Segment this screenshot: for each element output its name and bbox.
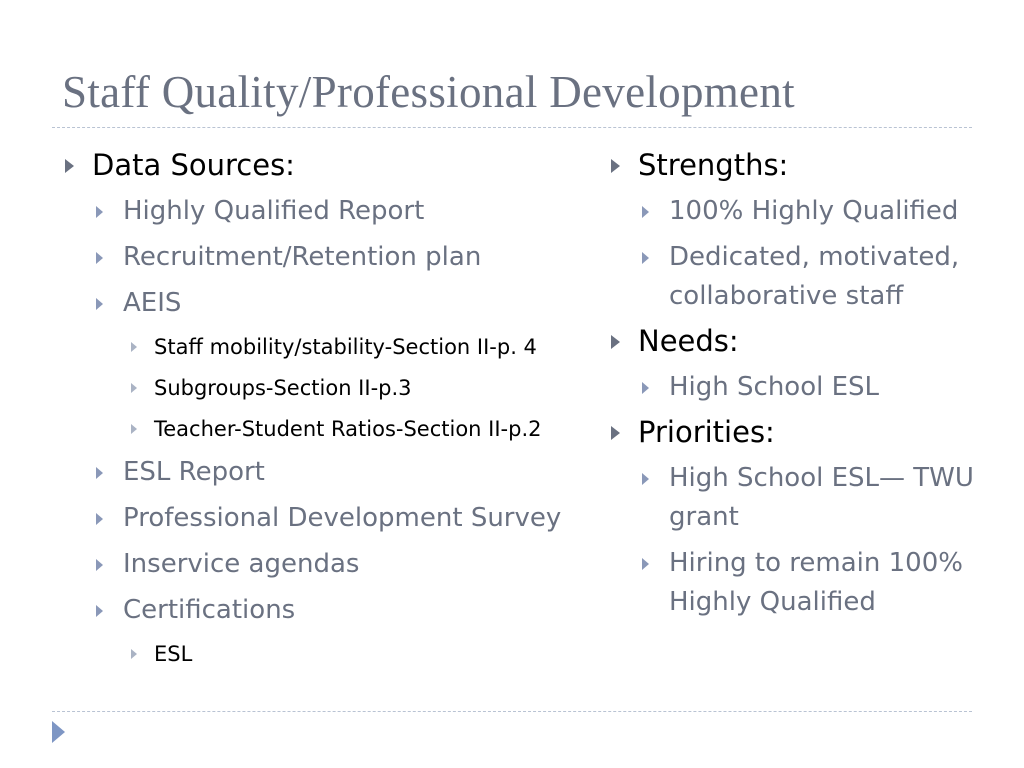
bullet-arrow-icon [642,382,649,394]
bullet-arrow-icon [96,467,103,479]
list-item [62,238,592,277]
title-divider [52,127,972,128]
bullet-arrow-icon [96,252,103,264]
list-item-data-sources [62,145,592,185]
list-item [608,368,1008,407]
list-item-label: Hiring to remain 100% Highly Qualified [669,548,963,617]
list-item-label: Dedicated, motivated, collaborative staff [669,242,960,311]
list-item [62,499,592,538]
list-item [62,545,592,584]
sub-list-item [62,371,592,405]
sub-list-item [62,637,592,671]
list-item-label: ESL Report [123,457,265,487]
bullet-arrow-icon [65,159,74,173]
sub-list-item-label: Staff mobility/stability-Section II-p. 4 [154,335,537,359]
list-item-label: High School ESL [669,372,880,402]
list-item-label: 100% Highly Qualified [669,196,959,226]
bullet-arrow-icon [131,383,137,393]
bullet-arrow-icon [642,252,649,264]
list-item [608,238,1008,316]
sub-list-item [62,330,592,364]
list-item-label: High School ESL— TWU grant [669,463,974,532]
bullet-arrow-icon [131,649,137,659]
bullet-arrow-icon [642,473,649,485]
priorities-heading: Priorities: [638,415,775,449]
strengths-heading: Strengths: [638,148,789,182]
bullet-arrow-icon [96,559,103,571]
footer-divider [52,711,972,712]
list-item [608,544,1008,622]
bullet-arrow-icon [96,605,103,617]
list-item-priorities [608,412,1008,452]
list-item-label: Professional Development Survey [123,503,562,533]
list-item-label: AEIS [123,288,182,318]
list-item [62,453,592,492]
bullet-arrow-icon [131,424,137,434]
slide-title: Staff Quality/Professional Development [62,67,795,117]
list-item [62,284,592,323]
list-item [62,591,592,630]
data-sources-heading: Data Sources: [92,148,295,182]
bullet-arrow-icon [611,335,620,349]
list-item-label: Certifications [123,595,296,625]
bullet-arrow-icon [131,342,137,352]
right-column [608,140,1008,622]
list-item-label: Highly Qualified Report [123,196,425,226]
bullet-arrow-icon [642,206,649,218]
left-column [62,140,592,671]
list-item-label: Inservice agendas [123,549,360,579]
bullet-arrow-icon [642,558,649,570]
needs-heading: Needs: [638,324,739,358]
sub-list-item-label: Subgroups-Section II-p.3 [154,376,412,400]
play-arrow-icon[interactable] [52,721,65,743]
bullet-arrow-icon [96,298,103,310]
sub-list-item [62,412,592,446]
list-item [608,192,1008,231]
bullet-arrow-icon [96,513,103,525]
sub-list-item-label: ESL [154,642,193,666]
bullet-arrow-icon [96,206,103,218]
bullet-arrow-icon [611,159,620,173]
list-item-strengths [608,145,1008,185]
list-item-needs [608,321,1008,361]
list-item [608,459,1008,537]
list-item [62,192,592,231]
sub-list-item-label: Teacher-Student Ratios-Section II-p.2 [154,417,542,441]
bullet-arrow-icon [611,426,620,440]
list-item-label: Recruitment/Retention plan [123,242,482,272]
